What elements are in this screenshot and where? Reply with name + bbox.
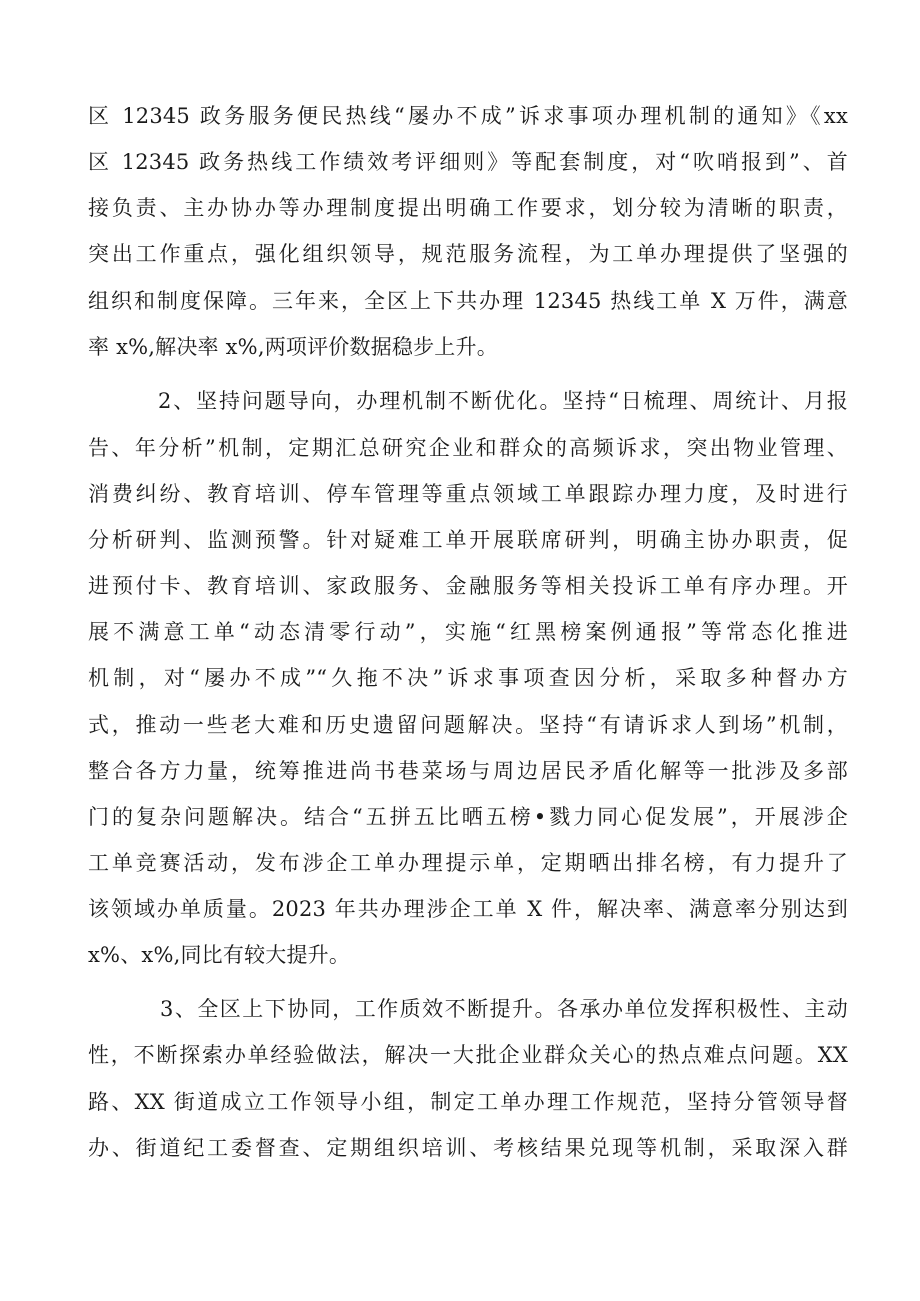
text-line: 区 12345 政务热线工作绩效考评细则》等配套制度，对“吹哨报到”、首 <box>88 150 848 174</box>
text-line: 展不满意工单“动态清零行动”，实施“红黑榜案例通报”等常态化推进 <box>88 620 848 644</box>
text-line: 区 12345 政务服务便民热线“屡办不成”诉求事项办理机制的通知》《xx <box>88 104 848 128</box>
paragraph-heading-line: 3、全区上下协同，工作质效不断提升。各承办单位发挥积极性、主动 <box>160 997 848 1021</box>
text-line: 性，不断探索办单经验做法，解决一大批企业群众关心的热点难点问题。XX <box>88 1043 848 1067</box>
text-line: 进预付卡、教育培训、家政服务、金融服务等相关投诉工单有序办理。开 <box>88 574 848 598</box>
text-line: 式，推动一些老大难和历史遗留问题解决。坚持“有请诉求人到场”机制， <box>88 713 848 737</box>
text-line: 该领域办单质量。2023 年共办理涉企工单 X 件，解决率、满意率分别达到 <box>88 897 848 921</box>
text-line: 机制，对“屡办不成”“久拖不决”诉求事项查因分析，采取多种督办方 <box>88 666 848 690</box>
text-line: 组织和制度保障。三年来，全区上下共办理 12345 热线工单 X 万件，满意 <box>88 289 848 313</box>
text-line: 接负责、主办协办等办理制度提出明确工作要求，划分较为清晰的职责， <box>88 196 848 220</box>
text-line: 路、XX 街道成立工作领导小组，制定工单办理工作规范，坚持分管领导督 <box>88 1090 848 1114</box>
text-line: 突出工作重点，强化组织领导，规范服务流程，为工单办理提供了坚强的 <box>88 242 848 266</box>
text-line: 工单竞赛活动，发布涉企工单办理提示单，定期晒出排名榜，有力提升了 <box>88 851 848 875</box>
text-line: 办、街道纪工委督查、定期组织培训、考核结果兑现等机制，采取深入群 <box>88 1136 848 1160</box>
paragraph-end-line: 率 x%,解决率 x%,两项评价数据稳步上升。 <box>88 335 498 359</box>
text-line: 消费纠纷、教育培训、停车管理等重点领域工单跟踪办理力度，及时进行 <box>88 482 848 506</box>
text-line: 门的复杂问题解决。结合“五拼五比晒五榜•戮力同心促发展”，开展涉企 <box>88 805 848 829</box>
text-line: 告、年分析”机制，定期汇总研究企业和群众的高频诉求，突出物业管理、 <box>88 436 848 460</box>
paragraph-heading-line: 2、坚持问题导向，办理机制不断优化。坚持“日梳理、周统计、月报 <box>158 389 848 413</box>
paragraph-end-line: x%、x%,同比有较大提升。 <box>88 943 351 967</box>
text-line: 分析研判、监测预警。针对疑难工单开展联席研判，明确主协办职责，促 <box>88 528 848 552</box>
text-line: 整合各方力量，统筹推进尚书巷菜场与周边居民矛盾化解等一批涉及多部 <box>88 759 848 783</box>
